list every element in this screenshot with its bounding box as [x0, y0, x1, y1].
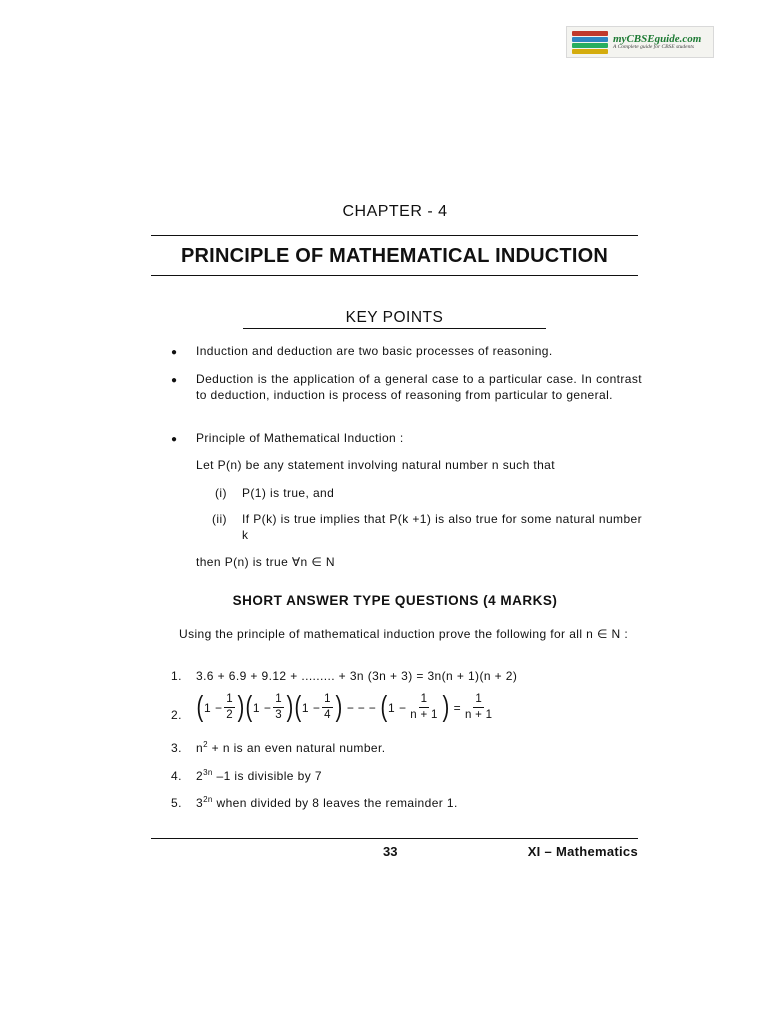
condition-text: P(1) is true, and	[242, 486, 335, 500]
title-rule-bottom	[151, 275, 638, 276]
site-logo	[566, 26, 714, 58]
pmi-conclusion: then P(n) is true ∀n ∈ N	[196, 555, 335, 569]
logo-brand: myCBSEguide.com	[613, 32, 702, 45]
question-number: 2.	[171, 708, 182, 722]
books-logo-icon	[570, 29, 610, 55]
bullet-icon: ●	[171, 347, 178, 358]
question-5-text: $3^{2n}$ when divided by 8 leaves the remainder 1.	[196, 795, 458, 810]
fraction: $\frac{1}{4}$	[324, 693, 331, 721]
question-number: 1.	[171, 669, 182, 683]
fraction: $\frac{1}{n + 1}$	[410, 693, 438, 721]
bullet-icon: ●	[171, 434, 178, 445]
question-1-text: 3.6 + 6.9 + 9.12 + ......... + 3n (3n + 3) = 3n(n + 1)(n + 2)	[196, 669, 518, 683]
page-number: 33	[383, 844, 398, 859]
question-3-text: $n^2 + n$ is an even natural number.	[196, 740, 386, 755]
condition-marker: (i)	[215, 486, 227, 500]
key-points-heading: KEY POINTS	[345, 309, 444, 326]
question-4-text: $2^{3n}$ –1 is divisible by 7	[196, 768, 322, 783]
key-point-3: Principle of Mathematical Induction :	[196, 431, 404, 445]
section-heading: SHORT ANSWER TYPE QUESTIONS (4 MARKS)	[232, 593, 558, 608]
bullet-icon: ●	[171, 375, 178, 386]
question-number: 4.	[171, 769, 182, 783]
fraction: $\frac{1}{n + 1}$	[464, 693, 493, 721]
condition-text: If P(k) is true implies that P(k +1) is also true for some natural number k	[242, 512, 642, 542]
section-intro: Using the principle of mathematical induction prove the following for all n ∈ N :	[179, 627, 629, 641]
chapter-label: CHAPTER - 4	[342, 203, 448, 220]
logo-tagline: A Complete guide for CBSE students	[613, 43, 695, 50]
page-title: PRINCIPLE OF MATHEMATICAL INDUCTION	[181, 245, 608, 267]
question-number: 5.	[171, 796, 182, 810]
title-rule-top	[151, 235, 638, 236]
key-points-rule	[243, 328, 546, 329]
fraction: $\frac{1}{2}$	[226, 693, 233, 721]
key-point-1: Induction and deduction are two basic processes of reasoning.	[196, 344, 553, 358]
condition-marker: (ii)	[212, 512, 227, 526]
question-2-equation: ( 1 − $\frac{1}{2}$ ) ( 1 − $\frac{1}{3}$ ) ( 1 − $\frac{1}{4}$ ) − − − ( 1 − $\frac{1}{n + 1}$ ) = $\frac{1}{n + 1}$	[196, 691, 493, 723]
pmi-intro: Let P(n) be any statement involving natural number n such that	[196, 458, 555, 472]
footer-subject: XI – Mathematics	[527, 844, 638, 859]
footer-rule	[151, 838, 638, 839]
fraction: $\frac{1}{3}$	[275, 693, 282, 721]
key-point-2: Deduction is the application of a general case to a particular case. In contrast to deduction, induction is process of reasoning from particular to general.	[196, 372, 642, 402]
question-number: 3.	[171, 741, 182, 755]
